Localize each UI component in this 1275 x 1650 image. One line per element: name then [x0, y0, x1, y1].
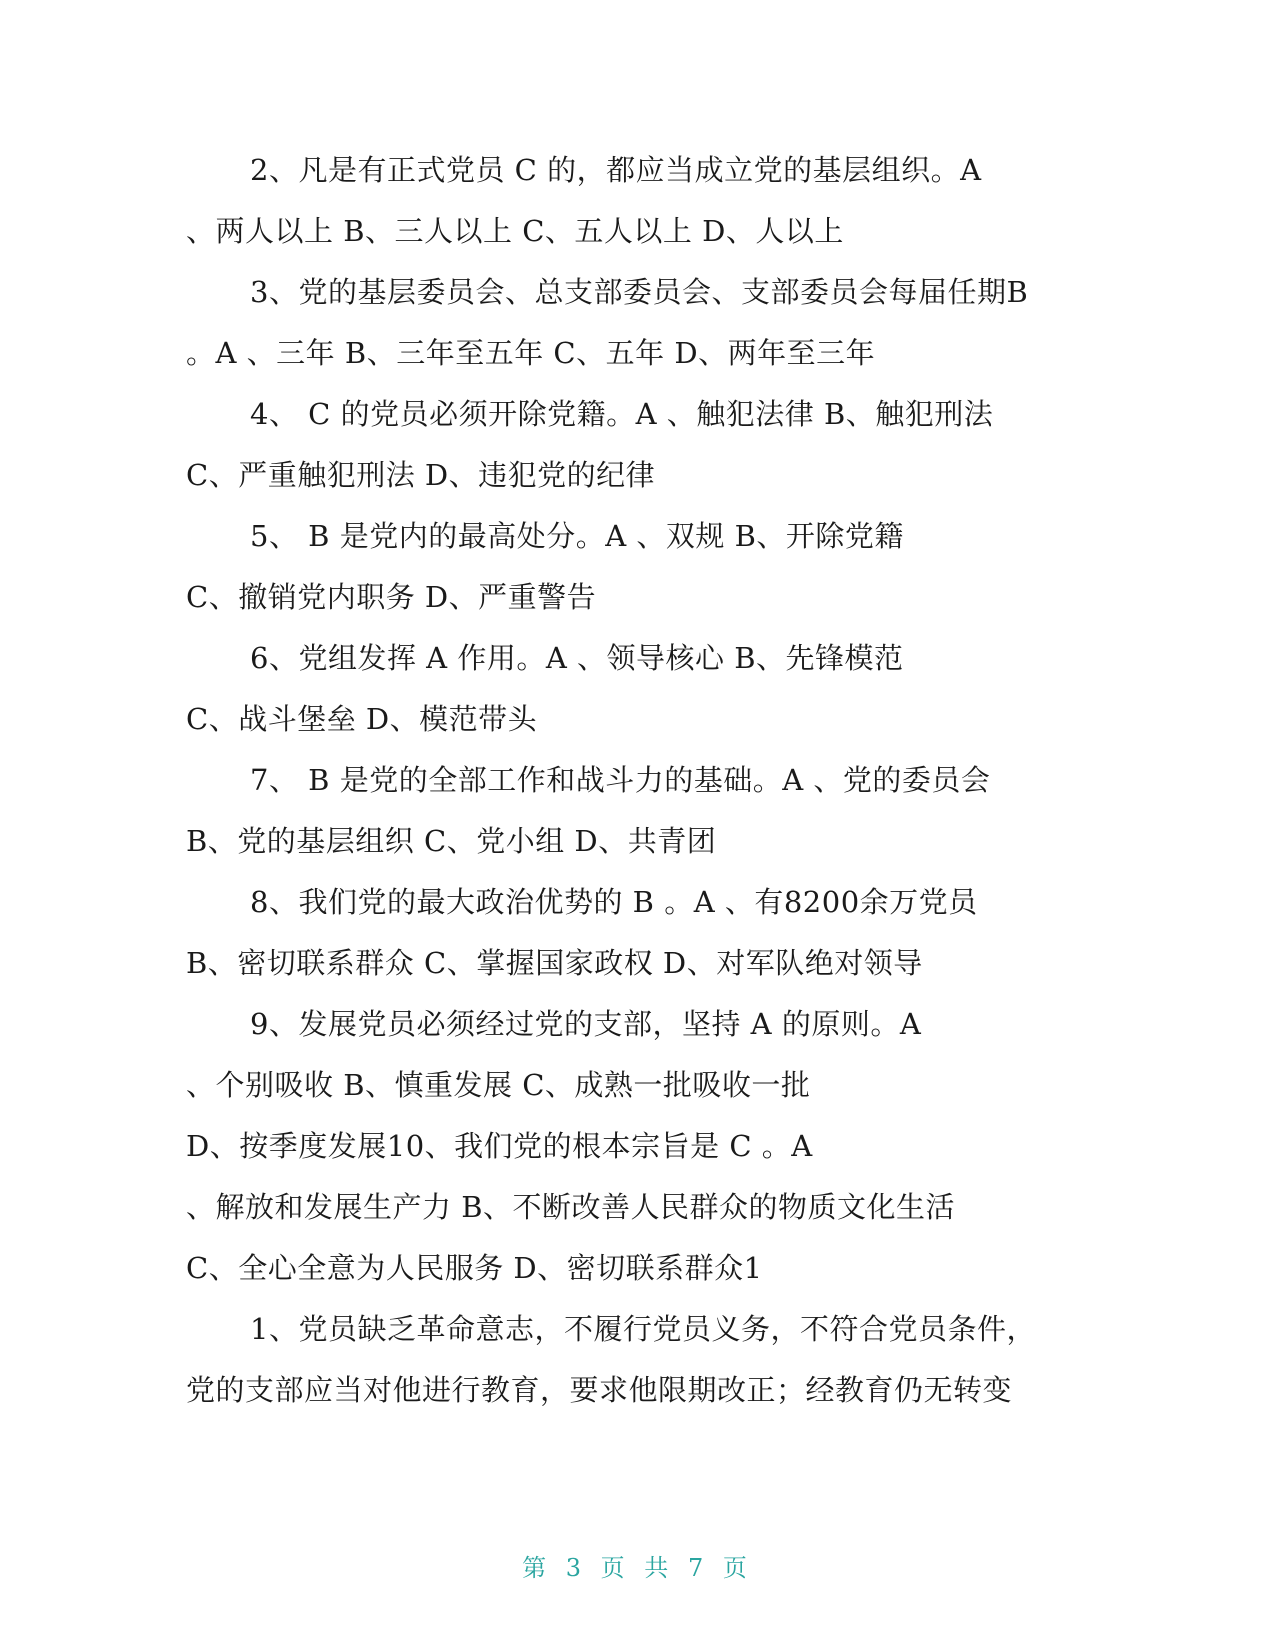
text-line: 3、党的基层委员会、总支部委员会、支部委员会每届任期B: [250, 275, 1029, 309]
page-footer: 第 3 页 共 7 页: [522, 1554, 753, 1582]
text-line: B、密切联系群众 C、掌握国家政权 D、对军队绝对领导: [186, 946, 923, 980]
document-body: [186, 140, 1066, 1421]
text-line: B、党的基层组织 C、党小组 D、共青团: [186, 824, 717, 858]
text-line: 8、我们党的最大政治优势的 B 。A 、有8200余万党员: [250, 885, 978, 919]
text-line: 、解放和发展生产力 B、不断改善人民群众的物质文化生活: [186, 1190, 956, 1224]
text-line: C、战斗堡垒 D、模范带头: [186, 702, 538, 736]
text-line: 9、发展党员必须经过党的支部，坚持 A 的原则。A: [250, 1007, 922, 1041]
text-line: 7、 B 是党的全部工作和战斗力的基础。A 、党的委员会: [250, 763, 991, 797]
text-line: 6、党组发挥 A 作用。A 、领导核心 B、先锋模范: [250, 641, 904, 675]
text-line: 2、凡是有正式党员 C 的，都应当成立党的基层组织。A: [250, 153, 982, 187]
text-line: C、全心全意为人民服务 D、密切联系群众1: [186, 1251, 763, 1285]
text-line: 4、 C 的党员必须开除党籍。A 、触犯法律 B、触犯刑法: [250, 397, 994, 431]
text-line: 5、 B 是党内的最高处分。A 、双规 B、开除党籍: [250, 519, 904, 553]
text-line: 。A 、三年 B、三年至五年 C、五年 D、两年至三年: [186, 336, 876, 370]
text-line: C、撤销党内职务 D、严重警告: [186, 580, 597, 614]
text-line: 党的支部应当对他进行教育，要求他限期改正；经教育仍无转变: [186, 1373, 1013, 1407]
text-line: 、两人以上 B、三人以上 C、五人以上 D、人以上: [186, 214, 844, 248]
text-line: 、个别吸收 B、慎重发展 C、成熟一批吸收一批: [186, 1068, 811, 1102]
text-line: C、严重触犯刑法 D、违犯党的纪律: [186, 458, 656, 492]
text-line: 1、党员缺乏革命意志，不履行党员义务，不符合党员条件，: [250, 1312, 1036, 1346]
text-line: D、按季度发展10、我们党的根本宗旨是 C 。A: [186, 1129, 813, 1163]
